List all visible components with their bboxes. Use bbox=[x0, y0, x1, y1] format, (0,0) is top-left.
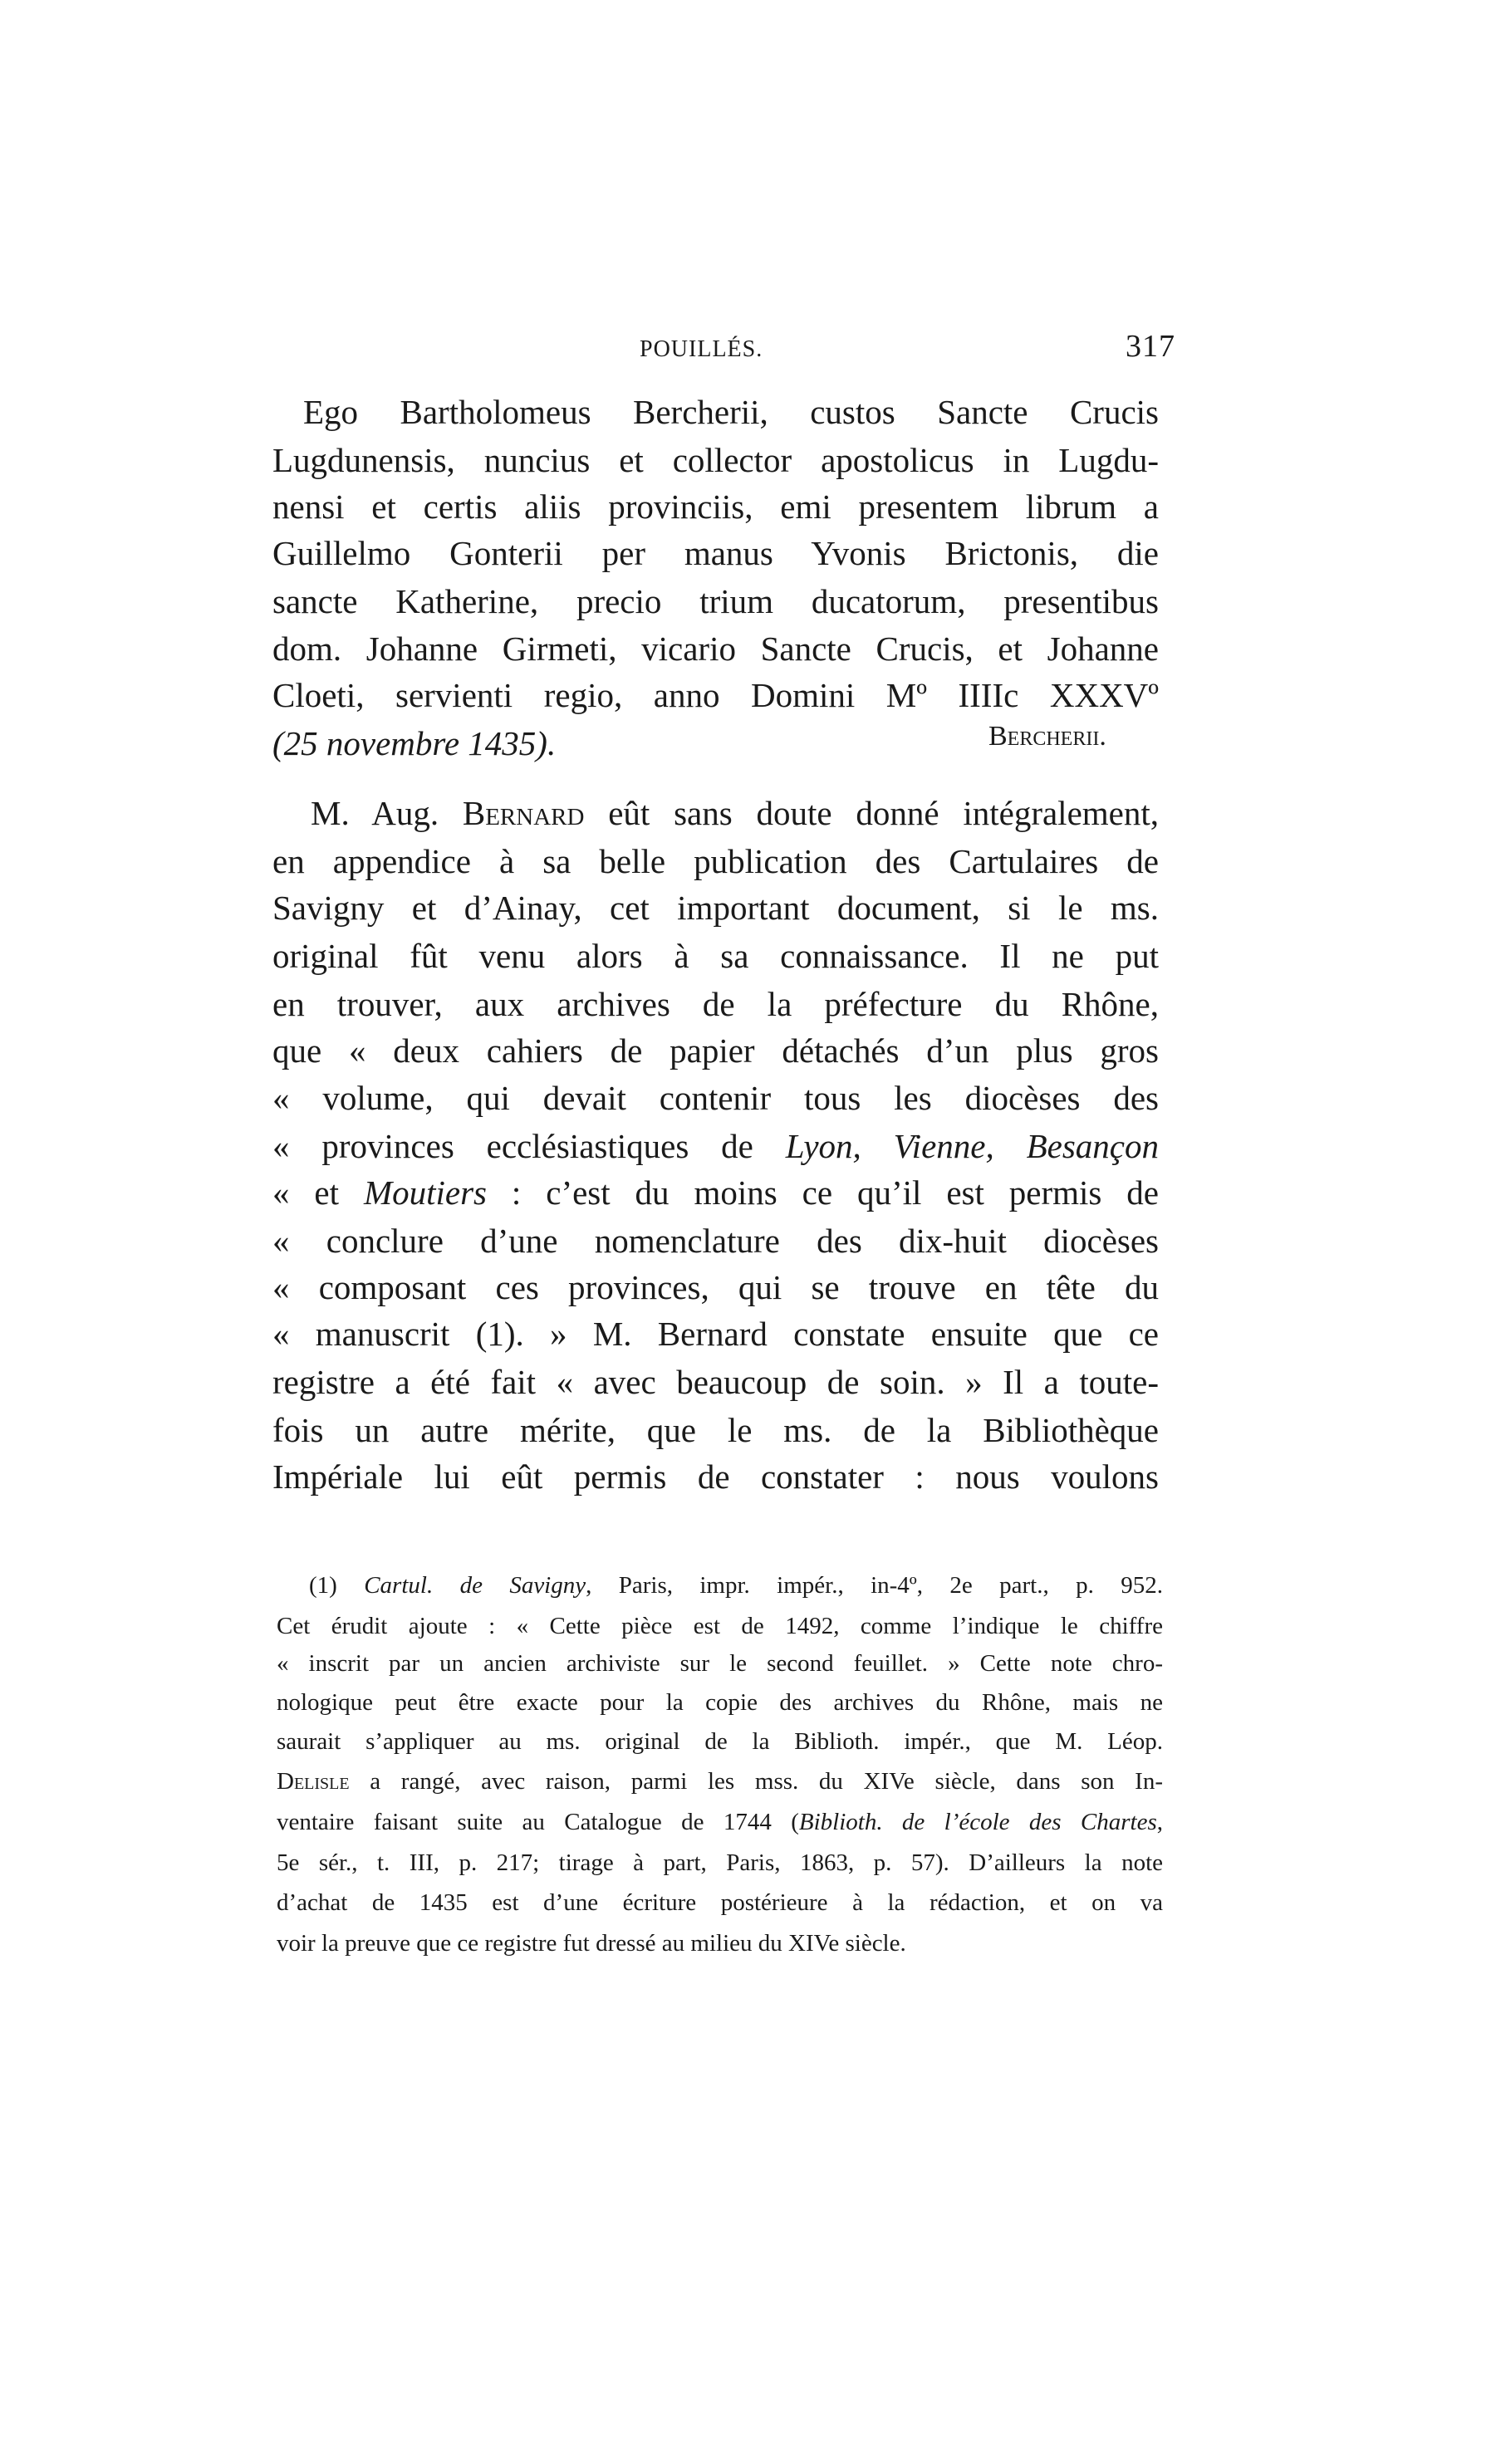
text-line bbox=[272, 981, 1159, 1027]
footnote-line bbox=[309, 1566, 1163, 1604]
text-segment: saurait s’appliquer au ms. original de la Biblioth. impér., que M. Léop. bbox=[277, 1728, 1163, 1755]
text-segment: « conclure d’une nomenclature des dix-huit diocèses bbox=[272, 1222, 1159, 1260]
text-segment: nologique peut être exacte pour la copie des archives du Rhône, mais ne bbox=[277, 1689, 1163, 1716]
text-segment: « et bbox=[272, 1173, 364, 1212]
text-segment: M. Aug. bbox=[311, 794, 463, 832]
footnote-line bbox=[277, 1722, 1163, 1761]
running-head: POUILLÉS. bbox=[640, 336, 763, 362]
text-segment: « inscrit par un ancien archiviste sur le second feuillet. » Cette note chro- bbox=[277, 1650, 1163, 1677]
text-segment: Cet érudit ajoute : « Cette pièce est de 1492, comme l’indique le chiffre bbox=[277, 1613, 1163, 1639]
text-segment: 5e sér., t. III, p. 217; tirage à part, Paris, 1863, p. 57). D’ailleurs la note bbox=[277, 1849, 1163, 1876]
text-line bbox=[272, 1453, 1159, 1500]
text-line bbox=[303, 389, 1159, 435]
text-segment: , bbox=[1156, 1809, 1163, 1835]
text-line bbox=[272, 1123, 1159, 1169]
text-line bbox=[272, 1359, 1159, 1405]
text-line bbox=[272, 437, 1159, 483]
text-line bbox=[272, 933, 1159, 979]
text-segment: (1) bbox=[309, 1572, 365, 1599]
text-line bbox=[311, 790, 1159, 836]
text-line bbox=[272, 483, 1159, 530]
text-segment: a rangé, avec raison, parmi les mss. du XIVe siècle, dans son In- bbox=[349, 1768, 1163, 1795]
footnote-line bbox=[277, 1762, 1163, 1800]
text-line bbox=[272, 530, 1159, 576]
text-line bbox=[272, 1407, 1159, 1453]
footnote-line bbox=[277, 1803, 1163, 1841]
footnote-line bbox=[277, 1644, 1163, 1683]
text-segment: Biblioth. de l’école des Chartes bbox=[798, 1809, 1157, 1835]
text-segment: Lyon, Vienne, Besançon bbox=[785, 1127, 1159, 1165]
text-segment: registre a été fait « avec beaucoup de soin. » Il a toute- bbox=[272, 1363, 1159, 1401]
text-segment: Ego Bartholomeus Bercherii, custos Sancte Crucis bbox=[303, 393, 1159, 431]
text-line bbox=[272, 1310, 1159, 1357]
text-segment: voir la preuve que ce registre fut dressé au milieu du XIVe siècle. bbox=[277, 1930, 906, 1957]
text-line bbox=[272, 1075, 1159, 1121]
text-segment: Cloeti, servienti regio, anno Domini Mº IIIIc XXXVº bbox=[272, 676, 1159, 714]
text-segment: « provinces ecclésiastiques de bbox=[272, 1127, 786, 1165]
text-segment: Moutiers bbox=[363, 1173, 487, 1212]
text-segment: « manuscrit (1). » M. Bernard constate ensuite que ce bbox=[272, 1315, 1159, 1353]
text-line bbox=[272, 1169, 1159, 1216]
text-segment: : c’est du moins ce qu’il est permis de bbox=[487, 1173, 1160, 1212]
footnote-line bbox=[277, 1924, 1163, 1962]
text-segment: eût sans doute donné intégralement, bbox=[584, 794, 1159, 832]
text-segment: dom. Johanne Girmeti, vicario Sancte Crucis, et Johanne bbox=[272, 629, 1159, 668]
text-segment: sancte Katherine, precio trium ducatorum, presentibus bbox=[272, 582, 1159, 620]
text-segment: Impériale lui eût permis de constater : nous voulons bbox=[272, 1457, 1159, 1496]
text-segment: d’achat de 1435 est d’une écriture postérieure à la rédaction, et on va bbox=[277, 1889, 1163, 1916]
text-line bbox=[272, 578, 1159, 625]
page-number: 317 bbox=[1126, 329, 1175, 364]
text-line bbox=[272, 625, 1159, 672]
signature: Bercherii. bbox=[988, 721, 1106, 752]
text-segment: fois un autre mérite, que le ms. de la Bibliothèque bbox=[272, 1411, 1159, 1449]
text-segment: Savigny et d’Ainay, cet important document, si le ms. bbox=[272, 889, 1159, 927]
text-segment: Cartul. de Savigny bbox=[364, 1572, 586, 1599]
text-segment: Lugdunensis, nuncius et collector apostolicus in Lugdu- bbox=[272, 441, 1159, 479]
text-segment: en trouver, aux archives de la préfecture du Rhône, bbox=[272, 985, 1159, 1023]
text-line bbox=[272, 672, 1159, 718]
text-line bbox=[272, 838, 1159, 884]
text-segment: original fût venu alors à sa connaissance. Il ne put bbox=[272, 937, 1159, 975]
text-segment: ventaire faisant suite au Catalogue de 1744 ( bbox=[277, 1809, 799, 1835]
text-segment: Bernard bbox=[462, 794, 585, 832]
text-line bbox=[272, 1027, 1159, 1074]
footnote-line bbox=[277, 1844, 1163, 1882]
text-line bbox=[272, 1264, 1159, 1310]
text-segment: Guillelmo Gonterii per manus Yvonis Brictonis, die bbox=[272, 534, 1159, 572]
text-segment: Delisle bbox=[277, 1768, 350, 1795]
footnote-line bbox=[277, 1607, 1163, 1645]
text-segment: , Paris, impr. impér., in-4º, 2e part., p. 952. bbox=[586, 1572, 1163, 1599]
text-segment: nensi et certis aliis provinciis, emi presentem librum a bbox=[272, 487, 1159, 526]
footnote-line bbox=[277, 1884, 1163, 1922]
text-line bbox=[272, 884, 1159, 931]
text-segment: (25 novembre 1435). bbox=[272, 724, 557, 762]
text-segment: en appendice à sa belle publication des Cartulaires de bbox=[272, 842, 1159, 880]
text-segment: « volume, qui devait contenir tous les diocèses des bbox=[272, 1079, 1159, 1117]
text-segment: que « deux cahiers de papier détachés d’un plus gros bbox=[272, 1031, 1159, 1070]
footnote-line bbox=[277, 1683, 1163, 1722]
text-segment: « composant ces provinces, qui se trouve en tête du bbox=[272, 1268, 1159, 1306]
text-line bbox=[272, 1217, 1159, 1264]
